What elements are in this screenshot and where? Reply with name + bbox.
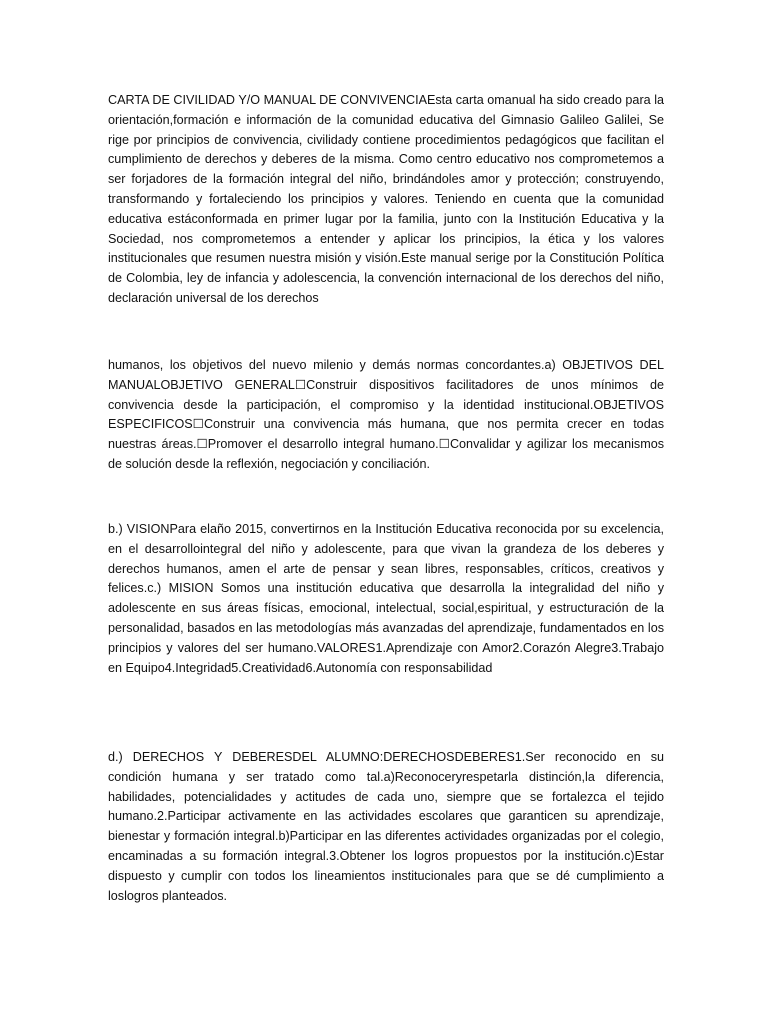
paragraph-vision-mission: b.) VISIONPara elaño 2015, convertirnos en la Institución Educativa reconocida por su excelencia, en el desarrollointegral del niño y adolescente, para que vivan la grandeza de los deberes y derechos humanos, amen el arte de pensar y sean libres, responsables, críticos, creativos y felices.c.) MISION Somos una institución educativa que desarrolla la integralidad del niño y adolescente en sus áreas físicas, emocional, intelectual, social,espiritual, y estructuración de la personalidad, basados en las metodologías más avanzadas del aprendizaje, fundamentados en los principios y valores del ser humano.VALORES1.Aprendizaje con Amor2.Corazón Alegre3.Trabajo en Equipo4.Integridad5.Creatividad6.Autonomía con responsabilidad [108,522,664,675]
paragraph-objectives: humanos, los objetivos del nuevo milenio y demás normas concordantes.a) OBJETIVOS DEL MANUALOBJETIVO GENERAL☐Construir dispositivos facilitadores de unos mínimos de convivencia desde la participación, el compromiso y la identidad institucional.OBJETIVOS ESPECIFICOS☐Construir una convivencia más humana, que nos permita crecer en todas nuestras áreas.☐Promover el desarrollo integral humano.☐Convalidar y agilizar los mecanismos de solución desde la reflexión, negociación y conciliación. [108,358,664,471]
paragraph-intro: CARTA DE CIVILIDAD Y/O MANUAL DE CONVIVENCIAEsta carta omanual ha sido creado para la orientación,formación e información de la comunidad educativa del Gimnasio Galileo Galilei, Se rige por principios de convivencia, civilidady contiene procedimientos pedagógicos que facilitan el cumplimiento de derechos y deberes de la misma. Como centro educativo nos comprometemos a ser forjadores de la formación integral del niño, brindándoles amor y protección; construyendo, transformando y fortaleciendo los principios y valores. Teniendo en cuenta que la comunidad educativa estáconformada en primer lugar por la familia, junto con la Institución Educativa y la Sociedad, nos comprometemos a entender y aplicar los principios, la ética y los valores institucionales que resumen nuestra misión y visión.Este manual serige por la Constitución Política de Colombia, ley de infancia y adolescencia, la convención internacional de los derechos del niño, declaración universal de los derechos [108,93,664,305]
paragraph-rights-duties: d.) DERECHOS Y DEBERESDEL ALUMNO:DERECHOSDEBERES1.Ser reconocido en su condición humana y ser tratado como tal.a)Reconoceryrespetarla distinción,la diferencia, habilidades, potencialidades y actitudes de cada uno, siempre que se fortalezca el tejido humano.2.Participar activamente en las actividades escolares que garanticen su aprendizaje, bienestar y formación integral.b)Participar en las diferentes actividades organizadas por el colegio, encaminadas a su formación integral.3.Obtener los logros propuestos por la institución.c)Estar dispuesto y cumplir con todos los lineamientos institucionales para que se dé cumplimiento a loslogros planteados. [108,750,664,903]
